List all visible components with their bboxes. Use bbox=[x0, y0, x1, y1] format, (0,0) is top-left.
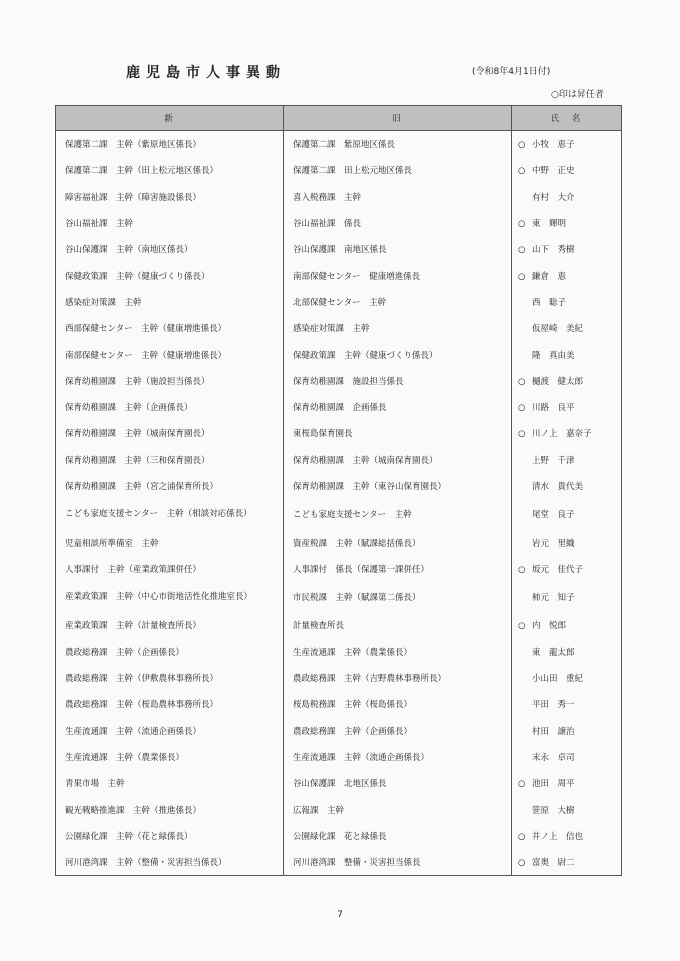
new-position: 児童相談所準備室 主幹 bbox=[56, 529, 284, 555]
person-name: 川路 良平 bbox=[532, 403, 575, 414]
old-position: 保育幼稚園課 主幹（東谷山保育園長） bbox=[284, 473, 512, 499]
old-position: 河川港湾課 整備・災害担当係長 bbox=[284, 849, 512, 876]
person-name: 村田 譲治 bbox=[532, 726, 575, 737]
new-position: 観光戦略推進課 主幹（推進係長） bbox=[56, 796, 284, 822]
old-position: 谷山保護課 北地区係長 bbox=[284, 770, 512, 796]
old-position: 保育幼稚園課 主幹（城南保育園長） bbox=[284, 447, 512, 473]
old-position: 市民税課 主幹（賦課第二係長） bbox=[284, 582, 512, 612]
person-name-cell bbox=[512, 691, 622, 717]
promotion-mark: ○ bbox=[518, 831, 526, 842]
old-position: 保護第二課 田上松元地区係長 bbox=[284, 157, 512, 183]
person-name-cell bbox=[512, 447, 622, 473]
old-position: 計量検査所長 bbox=[284, 612, 512, 638]
table-row bbox=[56, 236, 622, 262]
new-position: こども家庭支援センター 主幹（相談対応係長） bbox=[56, 499, 284, 529]
new-position: 生産流通課 主幹（流通企画係長） bbox=[56, 718, 284, 744]
table-row bbox=[56, 499, 622, 529]
table-row bbox=[56, 744, 622, 770]
old-position: 広報課 主幹 bbox=[284, 796, 512, 822]
old-position: 保育幼稚園課 施設担当係長 bbox=[284, 368, 512, 394]
table-row bbox=[56, 447, 622, 473]
person-name: 東 龍太郎 bbox=[532, 647, 575, 658]
person-name: 清水 貴代美 bbox=[532, 482, 584, 492]
new-position: 保護第二課 主幹（田上松元地区係長） bbox=[56, 157, 284, 183]
new-position: 河川港湾課 主幹（整備・災害担当係長） bbox=[56, 849, 284, 876]
promotion-mark: ○ bbox=[518, 140, 526, 151]
person-name-cell bbox=[512, 131, 622, 158]
person-name-cell bbox=[512, 368, 622, 394]
person-name: 小山田 重紀 bbox=[532, 674, 584, 685]
table-row bbox=[56, 639, 622, 665]
table-row bbox=[56, 718, 622, 744]
table-header-row bbox=[56, 106, 622, 131]
header-old: 旧 bbox=[284, 106, 512, 131]
person-name: 鎌倉 恵 bbox=[532, 271, 567, 282]
table-row bbox=[56, 420, 622, 446]
promotion-mark: ○ bbox=[518, 429, 526, 440]
table-body bbox=[56, 131, 622, 876]
table-row bbox=[56, 473, 622, 499]
old-position: 喜入税務課 主幹 bbox=[284, 184, 512, 210]
person-name-cell bbox=[512, 262, 622, 288]
table-row bbox=[56, 210, 622, 236]
person-name: 仮屋崎 美紀 bbox=[532, 324, 584, 335]
person-name: 東 輝明 bbox=[532, 219, 567, 230]
old-position: 保育幼稚園課 企画係長 bbox=[284, 394, 512, 420]
new-position: 保健政策課 主幹（健康づくり係長） bbox=[56, 262, 284, 288]
person-name-cell bbox=[512, 394, 622, 420]
person-name-cell bbox=[512, 639, 622, 665]
person-name-cell bbox=[512, 582, 622, 612]
new-position: 保育幼稚園課 主幹（城南保育園長） bbox=[56, 420, 284, 446]
person-name: 隆 真由美 bbox=[532, 350, 575, 361]
new-position: 障害福祉課 主幹（障害施設係長） bbox=[56, 184, 284, 210]
table-row bbox=[56, 691, 622, 717]
page-title: 鹿児島市人事異動 bbox=[126, 65, 286, 81]
person-name: 井ノ上 信也 bbox=[532, 831, 584, 842]
new-position: 公園緑化課 主幹（花と緑係長） bbox=[56, 823, 284, 849]
person-name: 川ノ上 嘉奈子 bbox=[532, 429, 592, 440]
person-name: 西 聡子 bbox=[532, 297, 567, 308]
promotion-mark: ○ bbox=[518, 245, 526, 256]
table-row bbox=[56, 184, 622, 210]
old-position: 東桜島保育園長 bbox=[284, 420, 512, 446]
person-name-cell bbox=[512, 849, 622, 876]
table-row bbox=[56, 612, 622, 638]
person-name-cell bbox=[512, 796, 622, 822]
promotion-mark: ○ bbox=[518, 376, 526, 387]
new-position: 谷山保護課 主幹（南地区係長） bbox=[56, 236, 284, 262]
old-position: 公園緑化課 花と緑係長 bbox=[284, 823, 512, 849]
person-name-cell bbox=[512, 744, 622, 770]
effective-date: (令和8年4月1日付) bbox=[472, 67, 551, 77]
table-row bbox=[56, 131, 622, 158]
table-row bbox=[56, 529, 622, 555]
promotion-mark: ○ bbox=[518, 621, 526, 632]
person-name-cell bbox=[512, 499, 622, 529]
person-name: 中野 正史 bbox=[532, 166, 575, 177]
person-name-cell bbox=[512, 420, 622, 446]
header-new: 新 bbox=[56, 106, 284, 131]
old-position: 生産流通課 主幹（農業係長） bbox=[284, 639, 512, 665]
person-name-cell bbox=[512, 341, 622, 367]
promotion-note: ○印は昇任者 bbox=[551, 90, 604, 100]
table-row bbox=[56, 315, 622, 341]
old-position: 桜島税務課 主幹（桜島係長） bbox=[284, 691, 512, 717]
person-name-cell bbox=[512, 184, 622, 210]
promotion-mark: ○ bbox=[518, 403, 526, 414]
person-name-cell bbox=[512, 315, 622, 341]
table-row bbox=[56, 368, 622, 394]
old-position: 農政総務課 主幹（吉野農林事務所長） bbox=[284, 665, 512, 691]
person-name-cell bbox=[512, 157, 622, 183]
person-name-cell bbox=[512, 770, 622, 796]
table-row bbox=[56, 665, 622, 691]
new-position: 保育幼稚園課 主幹（施設担当係長） bbox=[56, 368, 284, 394]
promotion-mark: ○ bbox=[518, 858, 526, 869]
new-position: 生産流通課 主幹（農業係長） bbox=[56, 744, 284, 770]
person-name: 末永 卓司 bbox=[532, 752, 575, 763]
old-position: 生産流通課 主幹（流通企画係長） bbox=[284, 744, 512, 770]
person-name-cell bbox=[512, 612, 622, 638]
person-name: 平田 秀一 bbox=[532, 700, 575, 711]
promotion-mark: ○ bbox=[518, 219, 526, 230]
table-row bbox=[56, 770, 622, 796]
new-position: 保育幼稚園課 主幹（企画係長） bbox=[56, 394, 284, 420]
person-name: 山下 秀樹 bbox=[532, 245, 575, 256]
person-name-cell bbox=[512, 473, 622, 499]
table-row bbox=[56, 582, 622, 612]
new-position: 農政総務課 主幹（桜島農林事務所長） bbox=[56, 691, 284, 717]
table-row bbox=[56, 262, 622, 288]
new-position: 農政総務課 主幹（企画係長） bbox=[56, 639, 284, 665]
table-row bbox=[56, 849, 622, 876]
person-name-cell bbox=[512, 236, 622, 262]
person-name: 笹原 大樹 bbox=[532, 805, 575, 816]
old-position: 北部保健センター 主幹 bbox=[284, 289, 512, 315]
new-position: 谷山福祉課 主幹 bbox=[56, 210, 284, 236]
promotion-mark: ○ bbox=[518, 564, 526, 575]
old-position: 谷山福祉課 係長 bbox=[284, 210, 512, 236]
person-name: 柿元 知子 bbox=[532, 593, 575, 604]
old-position: 保健政策課 主幹（健康づくり係長） bbox=[284, 341, 512, 367]
person-name: 小牧 恵子 bbox=[532, 140, 575, 151]
old-position: こども家庭支援センター 主幹 bbox=[284, 499, 512, 529]
old-position: 資産税課 主幹（賦課総括係長） bbox=[284, 529, 512, 555]
person-name-cell bbox=[512, 665, 622, 691]
new-position: 保育幼稚園課 主幹（三和保育園長） bbox=[56, 447, 284, 473]
table-row bbox=[56, 394, 622, 420]
new-position: 産業政策課 主幹（計量検査所長） bbox=[56, 612, 284, 638]
old-position: 南部保健センター 健康増進係長 bbox=[284, 262, 512, 288]
person-name: 内 悦郎 bbox=[532, 621, 567, 632]
person-name-cell bbox=[512, 718, 622, 744]
old-position: 農政総務課 主幹（企画係長） bbox=[284, 718, 512, 744]
person-name: 富奥 尉二 bbox=[532, 858, 575, 869]
table-row bbox=[56, 341, 622, 367]
person-name: 尾堂 良子 bbox=[532, 510, 575, 521]
person-name: 樋渡 健太郎 bbox=[532, 376, 584, 387]
promotion-mark: ○ bbox=[518, 779, 526, 790]
new-position: 人事課付 主幹（産業政策課併任） bbox=[56, 556, 284, 582]
old-position: 感染症対策課 主幹 bbox=[284, 315, 512, 341]
table-row bbox=[56, 289, 622, 315]
new-position: 保護第二課 主幹（紫原地区係長） bbox=[56, 131, 284, 158]
new-position: 青果市場 主幹 bbox=[56, 770, 284, 796]
table-row bbox=[56, 157, 622, 183]
person-name-cell bbox=[512, 289, 622, 315]
table-row bbox=[56, 823, 622, 849]
new-position: 農政総務課 主幹（伊敷農林事務所長） bbox=[56, 665, 284, 691]
person-name: 岩元 里織 bbox=[532, 538, 575, 549]
header-name: 氏 名 bbox=[512, 106, 622, 131]
person-name: 坂元 佳代子 bbox=[532, 564, 584, 575]
table-row bbox=[56, 796, 622, 822]
person-name-cell bbox=[512, 556, 622, 582]
person-name-cell bbox=[512, 823, 622, 849]
person-name: 有村 大介 bbox=[532, 192, 575, 203]
new-position: 西部保健センター 主幹（健康増進係長） bbox=[56, 315, 284, 341]
old-position: 谷山保護課 南地区係長 bbox=[284, 236, 512, 262]
new-position: 産業政策課 主幹（中心市街地活性化推進室長） bbox=[56, 582, 284, 612]
person-name: 上野 千津 bbox=[532, 455, 575, 466]
new-position: 保育幼稚園課 主幹（宮之浦保育所長） bbox=[56, 473, 284, 499]
table-row bbox=[56, 556, 622, 582]
new-position: 南部保健センター 主幹（健康増進係長） bbox=[56, 341, 284, 367]
person-name-cell bbox=[512, 210, 622, 236]
promotion-mark: ○ bbox=[518, 166, 526, 177]
person-name-cell bbox=[512, 529, 622, 555]
page-number: 7 bbox=[337, 910, 343, 920]
personnel-table bbox=[55, 105, 622, 876]
person-name: 池田 周平 bbox=[532, 779, 575, 790]
old-position: 保護第二課 紫原地区係長 bbox=[284, 131, 512, 158]
promotion-mark: ○ bbox=[518, 271, 526, 282]
new-position: 感染症対策課 主幹 bbox=[56, 289, 284, 315]
old-position: 人事課付 係長（保護第一課併任） bbox=[284, 556, 512, 582]
